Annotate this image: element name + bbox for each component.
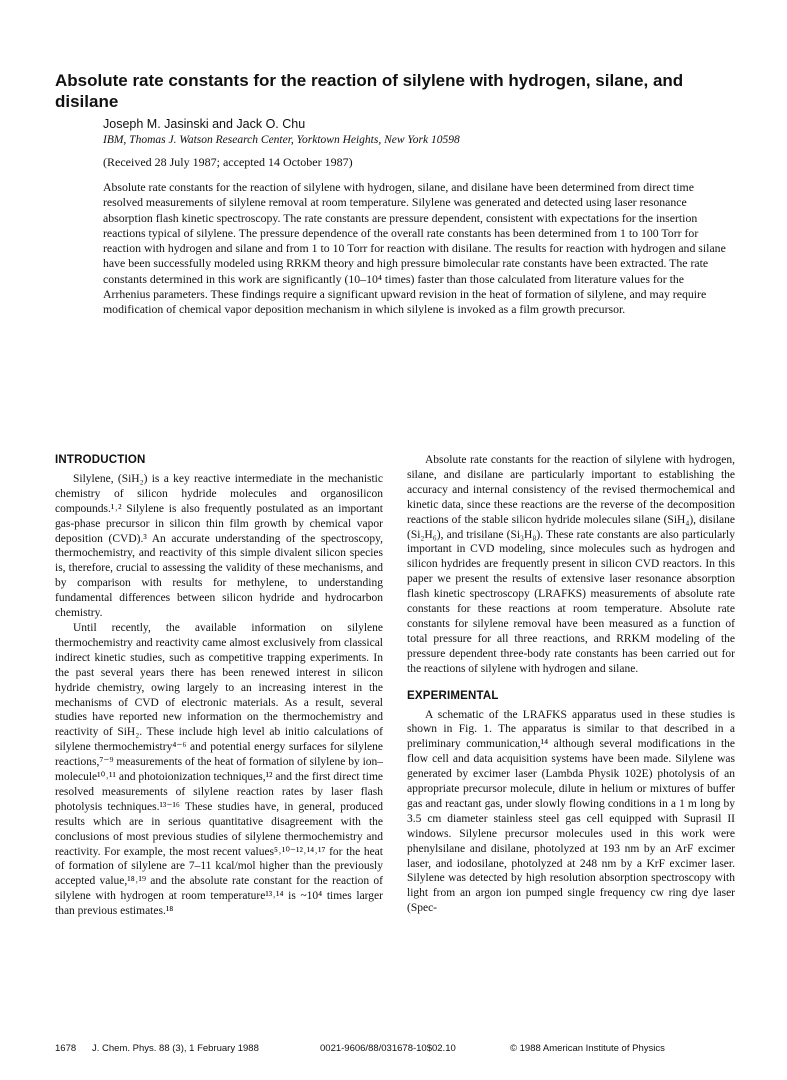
column-right bbox=[407, 453, 735, 916]
column-left bbox=[55, 453, 383, 919]
intro-paragraph-2: Until recently, the available information on silylene thermochemistry and reactivity came almost exclusively from classical indirect kinetic studies, such as competitive trapping experiments. In the past several years there has been renewed interest in silicon hydride chemistry, owing largely to an increasing interest in the mechanisms of CVD of electronic materials. As a result, several studies have reported new information on the thermochemistry and reactivity of SiH₂. These include high level ab initio calculations of silylene thermochemistry⁴⁻⁶ and potential energy surfaces for silylene reactions,⁷⁻⁹ measurements of the heat of formation of silylene by ion–molecule¹⁰˒¹¹ and photoionization techniques,¹² and the first direct time resolved measurements of silylene reaction rates by laser flash photolysis techniques.¹³⁻¹⁶ These studies have, in general, produced results which are in serious quantitative disagreement with the conclusions of most previous studies of silylene thermochemistry and reactivity. For example, the most recent values⁵˒¹⁰⁻¹²˒¹⁴˒¹⁷ for the heat of formation of silylene are 7–11 kcal/mol higher than the previously accepted value,¹⁸˒¹⁹ and the absolute rate constant for the reaction of silylene with hydrogen at room temperature¹³˒¹⁴ is ~10⁴ times larger than previous estimates.¹⁸ bbox=[55, 621, 384, 918]
article-title: Absolute rate constants for the reaction of silylene with hydrogen, silane, and disilane bbox=[55, 71, 684, 111]
journal-citation: J. Chem. Phys. 88 (3), 1 February 1988 bbox=[92, 1043, 259, 1054]
article-authors: Joseph M. Jasinski and Jack O. Chu bbox=[103, 117, 306, 131]
intro-paragraph-3: Absolute rate constants for the reaction of silylene with hydrogen, silane, and disilane are particularly important to establishing the accuracy and internal consistency of the revised thermochemical and kinetic data, since these reactions are the reverse of the decomposition reactions of the stable silicon hydride molecules silane (SiH₄), disilane (Si₂H₆), and trisilane (Si₃H₈). These rate constants are also particularly important in CVD modeling, since molecules such as hydrogen and silicon hydrides are frequently present in silicon CVD reactors. In this paper we present the results of extensive laser resonance absorption flash kinetic spectroscopy (LRAFKS) measurements of absolute rate constants for these reactions at room temperature. Absolute rate constants for silylene removal have been measured as a function of total pressure for all three reactions, and RRKM modeling of the pressure dependent three-body rate constants has been carried out for the reactions of silylene with hydrogen and silane. bbox=[407, 454, 735, 675]
page-number: 1678 bbox=[55, 1043, 77, 1054]
introduction-heading: INTRODUCTION bbox=[55, 454, 146, 466]
received-date: (Received 28 July 1987; accepted 14 October 1987) bbox=[103, 155, 353, 169]
experimental-paragraph-1: A schematic of the LRAFKS apparatus used in these studies is shown in Fig. 1. The apparatus is similar to that described in a preliminary communication,¹⁴ although several modifications in the flow cell and data acquisition systems have been made. Silylene was generated by excimer laser (Lambda Physik 102E) photolysis of an appropriate precursor molecule, dilute in helium or mixtures of buffer gas and reactant gas, under slowly flowing conditions in a 1 m long by 3.5 cm diameter stainless steel gas cell equipped with Suprasil II windows. Silylene precursor molecules used in this work were phenylsilane and disilane, photolyzed at 193 nm by an ArF excimer laser, and iodosilane, photolyzed at 248 nm by a KrF excimer laser. Silylene was detected by high resolution absorption spectroscopy with light from an argon ion pumped single frequency cw ring dye laser (Spec- bbox=[407, 708, 735, 915]
author-affiliation: IBM, Thomas J. Watson Research Center, Yorktown Heights, New York 10598 bbox=[103, 134, 460, 146]
experimental-heading: EXPERIMENTAL bbox=[407, 689, 499, 702]
copyright-notice: © 1988 American Institute of Physics bbox=[510, 1043, 665, 1054]
article-code: 0021-9606/88/031678-10$02.10 bbox=[320, 1043, 456, 1054]
abstract-text: Absolute rate constants for the reaction of silylene with hydrogen, silane, and disilane have been determined from direct time resolved measurements of silylene removal at room temperature. Silylene was generated and detected using laser resonance absorption flash kinetic spectroscopy. The rate constants are pressure dependent, consistent with expectations for the insertion reactions typical of silylene. The pressure dependence of the overall rate constants has been determined from 1 to 100 Torr for reaction with hydrogen and silane and from 1 to 10 Torr for reaction with disilane. The results for reaction with hydrogen and silane have been successfully modeled using RRKM theory and high pressure bimolecular rate constants have been extracted. The rate constants determined in this work are significantly (10–10⁴ times) faster than those calculated from literature values for the Arrhenius parameters. These findings require a significant upward revision in the heat of formation of silylene, and may require modification of chemical vapor deposition mechanism in which silylene is invoked as a film growth precursor. bbox=[103, 180, 726, 317]
intro-paragraph-1: Silylene, (SiH₂) is a key reactive intermediate in the mechanistic chemistry of silicon hydride molecules and organosilicon compounds.¹˒² Silylene is also frequently postulated as an important gas-phase precursor in silicon thin film growth by chemical vapor deposition (CVD).³ An accurate understanding of the spectroscopy, thermochemistry, and reactivity of this simple divalent silicon species is, therefore, crucial to assessing the validity of these mechanisms, and by comparison with results for methylene, to understanding fundamental differences between silicon hydride and hydrocarbon chemistry. bbox=[55, 472, 383, 620]
